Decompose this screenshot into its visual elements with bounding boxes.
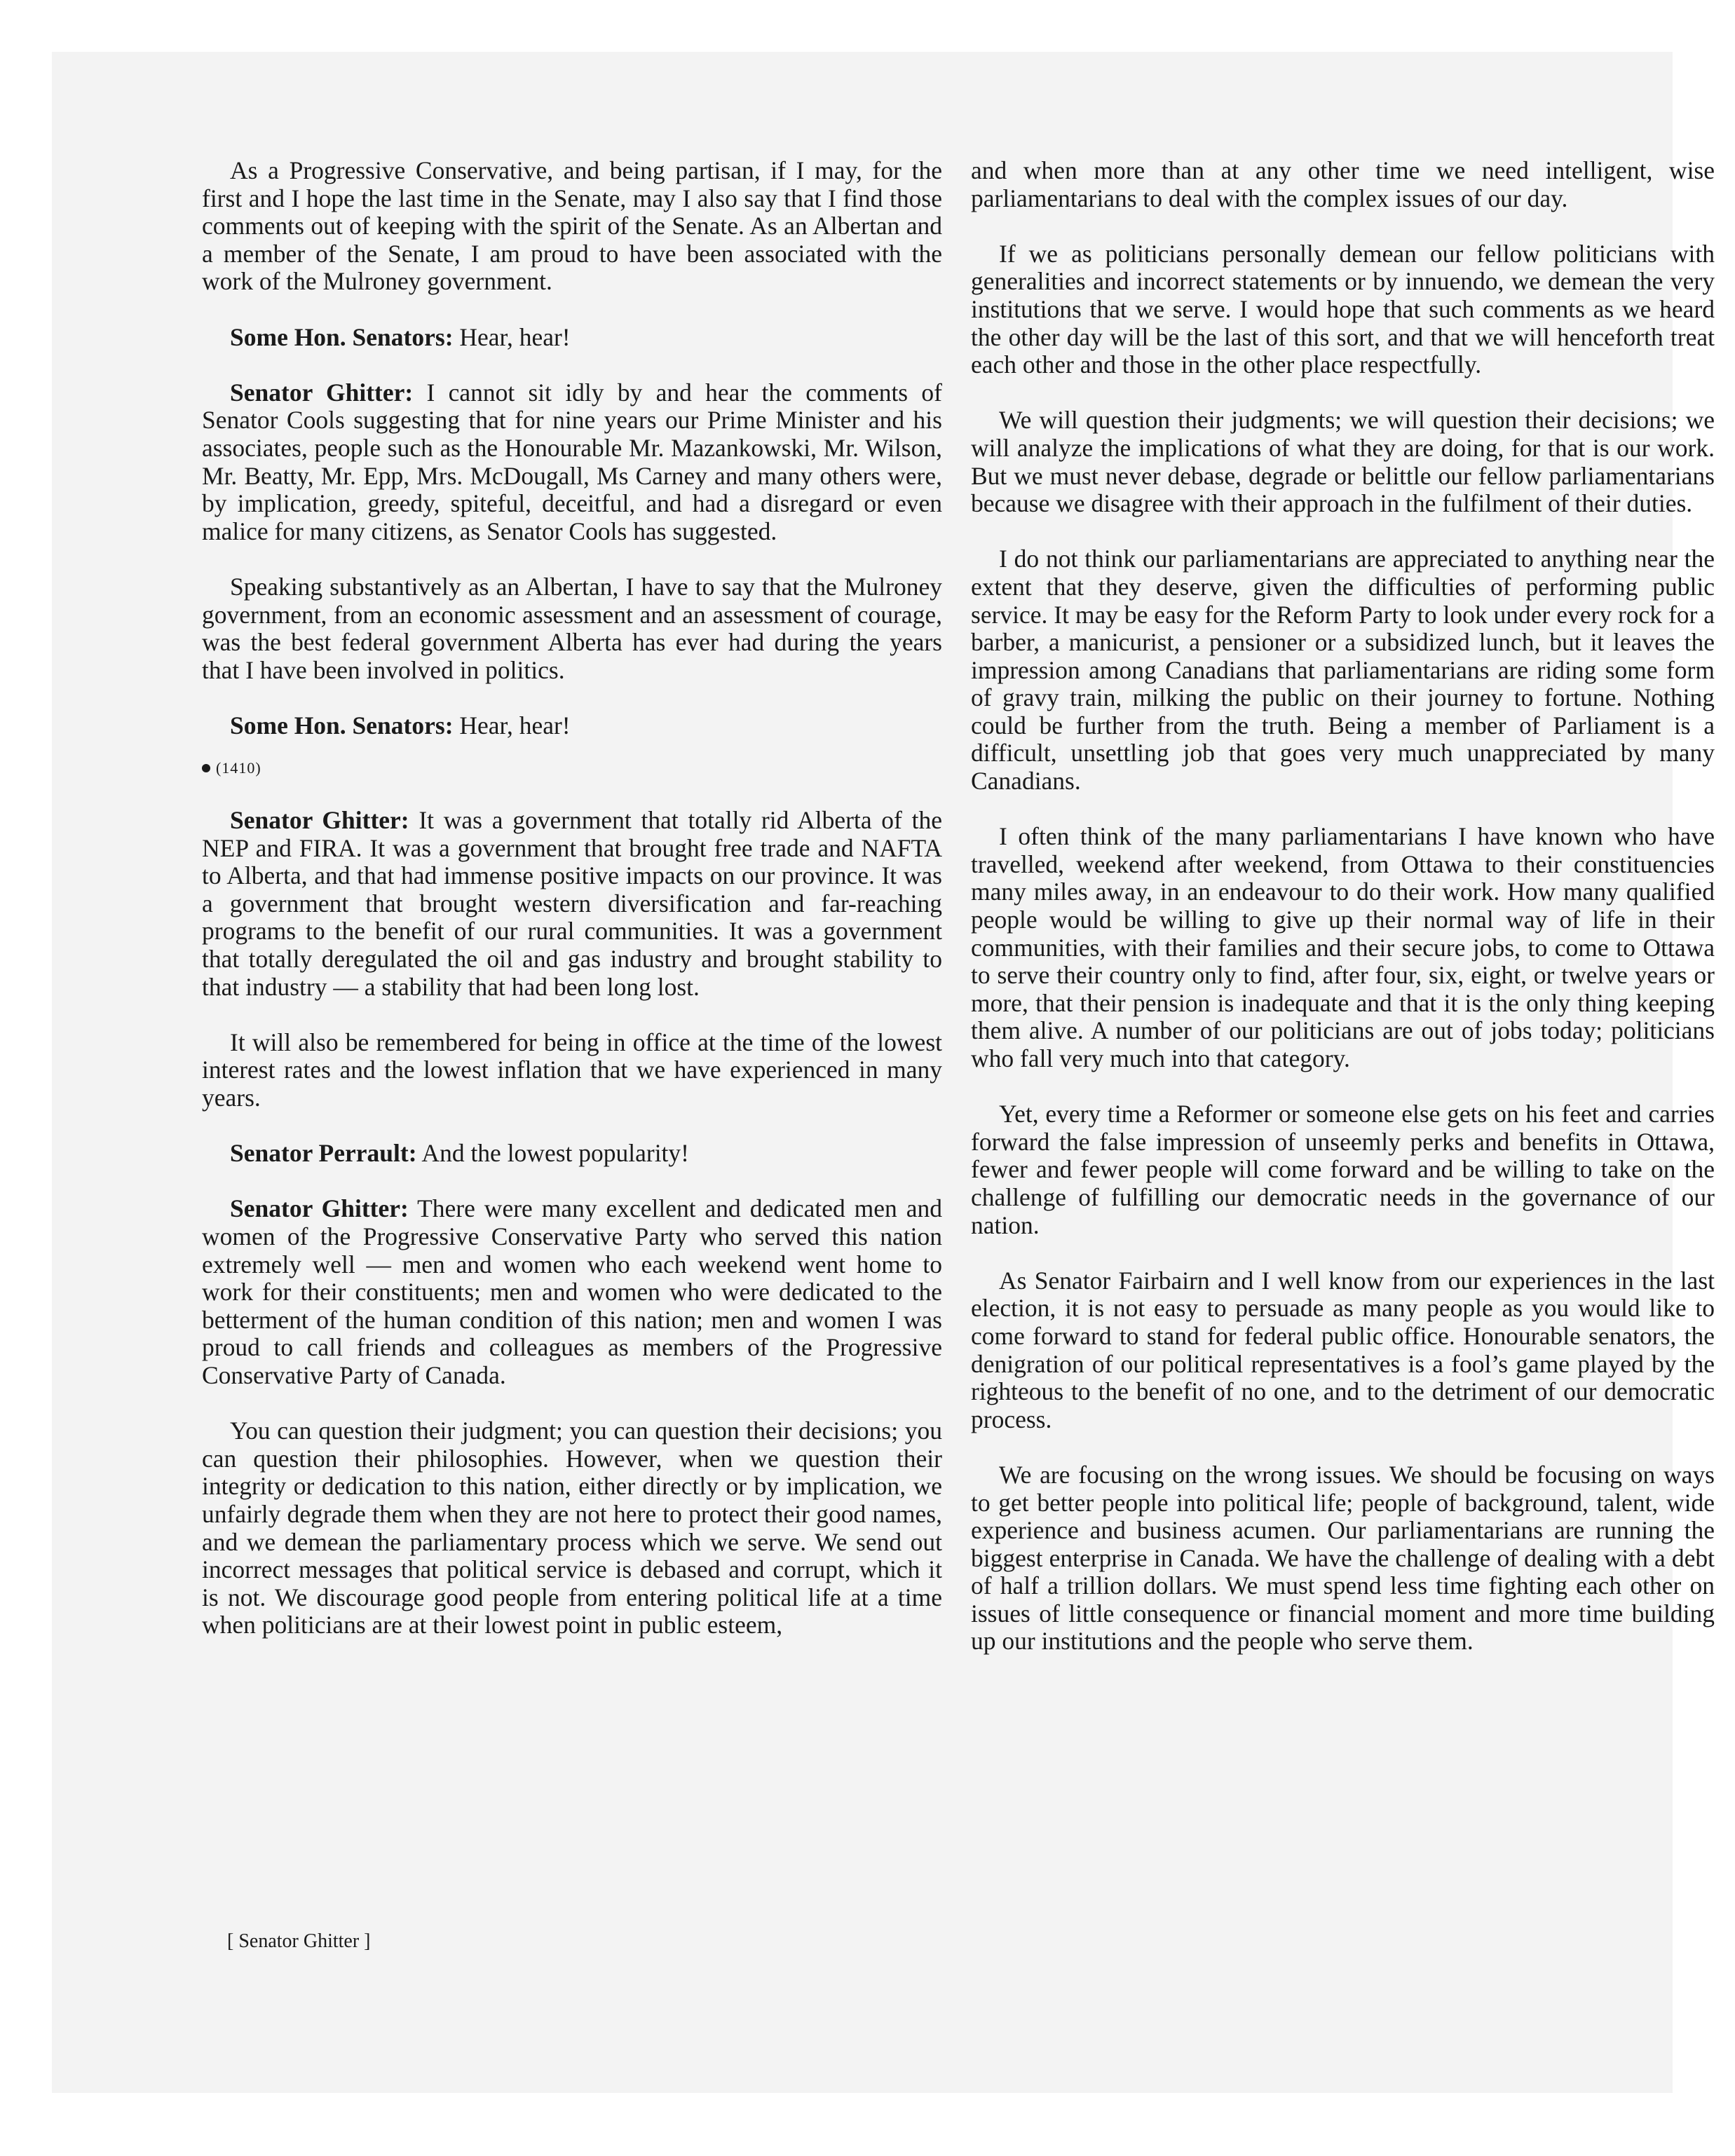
speaker-name: Senator Ghitter: — [230, 1194, 409, 1223]
paragraph: We are focusing on the wrong issues. We should be focusing on ways to get better people into political life; people of background, talent, wide experience and business acumen. Our parliamentarians are running the biggest enterprise in Canada. We have the challenge of dealing with a debt of half a trillion dollars. We must spend less time fighting each other on issues of little consequence or financial moment and more time building up our institutions and the people who serve them. — [971, 1460, 1715, 1656]
bullet-icon — [202, 764, 210, 772]
paragraph: I do not think our parliamentarians are appreciated to anything near the extent that they deserve, given the difficulties of performing public service. It may be easy for the Reform Party to look under every rock for a barber, a manicurist, a pensioner or a subsidized lunch, but it leaves the impression among Canadians that parliamentarians are riding some form of gravy train, milking the public on their journey to fortune. Nothing could be further from the truth. Being a member of Parliament is a difficult, unsettling job that goes very much unappreciated by many Canadians. — [971, 545, 1715, 796]
paragraph: Some Hon. Senators: Hear, hear! — [230, 711, 571, 739]
right-column — [971, 157, 1715, 1684]
time-marker: (1410) — [202, 759, 942, 777]
paragraph: Senator Ghitter: It was a government that totally rid Alberta of the NEP and FIRA. It was a government that brought free trade and NAFTA to Alberta, and that had immense positive impacts on our province. It was a government that brought western diversification and far-reaching programs to the benefit of our rural communities. It was a government that totally deregulated the oil and gas industry and brought stability to that industry — a stability that had been long lost. — [202, 806, 942, 1001]
speaker-name: Some Hon. Senators: — [230, 322, 454, 351]
paragraph: and when more than at any other time we need intelligent, wise parliamentarians to deal with the complex issues of our day. — [971, 156, 1715, 212]
paragraph: I often think of the many parliamentarians I have known who have travelled, weekend after weekend, from Ottawa to their constituencies many miles away, in an endeavour to do their work. How many qualified people would be willing to give up their normal way of life in their communities, with their families and their secure jobs, to come to Ottawa to serve their country only to find, after four, six, eight, or twelve years or more, that their pension is inadequate and that it is the only thing keeping them alive. A number of our politicians are out of jobs today; politicians who fall very much into that category. — [971, 822, 1715, 1072]
speaker-name: Senator Ghitter: — [230, 806, 409, 835]
paragraph: You can question their judgment; you can question their decisions; you can question their philosophies. However, when we question their integrity or dedication to this nation, either directly or by implication, we unfairly degrade them when they are not here to protect their good names, and we demean the parliamentary process which we serve. We send out incorrect messages that political service is debased and corrupt, which it is not. We discourage good people from entering political life at a time when politicians are at their lowest point in public esteem, — [202, 1417, 942, 1639]
paragraph: Senator Perrault: And the lowest popularity! — [230, 1139, 689, 1168]
paragraph: Yet, every time a Reformer or someone else gets on his feet and carries forward the false impression of unseemly perks and benefits in Ottawa, fewer and fewer people will come forward and be willing to take on the challenge of fulfilling our democratic needs in the governance of our nation. — [971, 1100, 1715, 1239]
speaker-name: Some Hon. Senators: — [230, 711, 454, 739]
paragraph: Speaking substantively as an Albertan, I have to say that the Mulroney government, from an economic assessment and an assessment of courage, was the best federal government Alberta has ever had during the years that I have been involved in politics. — [202, 572, 942, 684]
paragraph: As Senator Fairbairn and I well know from our experiences in the last election, it is not easy to persuade as many people as you would like to come forward to stand for federal public office. Honourable senators, the denigration of our political representatives is a fool’s game played by the righteous to the benefit of no one, and to the detriment of our democratic process. — [971, 1266, 1715, 1433]
paragraph: If we as politicians personally demean our fellow politicians with generalities and incorrect statements or by innuendo, we demean the very institutions that we serve. I would hope that such comments as we heard the other day will be the last of this sort, and that we will henceforth treat each other and those in the other place respectfully. — [971, 239, 1715, 379]
speaker-name: Senator Ghitter: — [230, 378, 414, 407]
paragraph: As a Progressive Conservative, and being partisan, if I may, for the first and I hope the last time in the Senate, may I also say that I find those comments out of keeping with the spirit of the Senate. As an Albertan and a member of the Senate, I am proud to have been associated with the work of the Mulroney government. — [202, 156, 942, 296]
paragraph: Senator Ghitter: There were many excellent and dedicated men and women of the Progressive Conservative Party who served this nation extremely well — men and women who each weekend went home to work for their constituents; men and women who were dedicated to the betterment of the human condition of this nation; men and women I was proud to call friends and colleagues as members of the Progressive Conservative Party of Canada. — [202, 1194, 942, 1389]
paragraph: Senator Ghitter: I cannot sit idly by and hear the comments of Senator Cools suggesting that for nine years our Prime Minister and his associates, people such as the Honourable Mr. Mazankowski, Mr. Wilson, Mr. Beatty, Mr. Epp, Mrs. McDougall, Ms Carney and many others were, by implication, greedy, spiteful, deceitful, and had a disregard or even malice for many citizens, as Senator Cools has suggested. — [202, 378, 942, 545]
left-column — [202, 157, 942, 1667]
speaker-name: Senator Perrault: — [230, 1139, 417, 1168]
paragraph: We will question their judgments; we will question their decisions; we will analyze the implications of what they are doing, for that is our work. But we must never debase, degrade or belittle our fellow parliamentarians because we disagree with their approach in the fulfilment of their duties. — [971, 406, 1715, 518]
paragraph: It will also be remembered for being in office at the time of the lowest interest rates and the lowest inflation that we have experienced in many years. — [202, 1028, 942, 1112]
paragraph: Some Hon. Senators: Hear, hear! — [230, 322, 571, 351]
page — [52, 52, 1715, 2093]
running-footer: [ Senator Ghitter ] — [227, 1930, 371, 1952]
